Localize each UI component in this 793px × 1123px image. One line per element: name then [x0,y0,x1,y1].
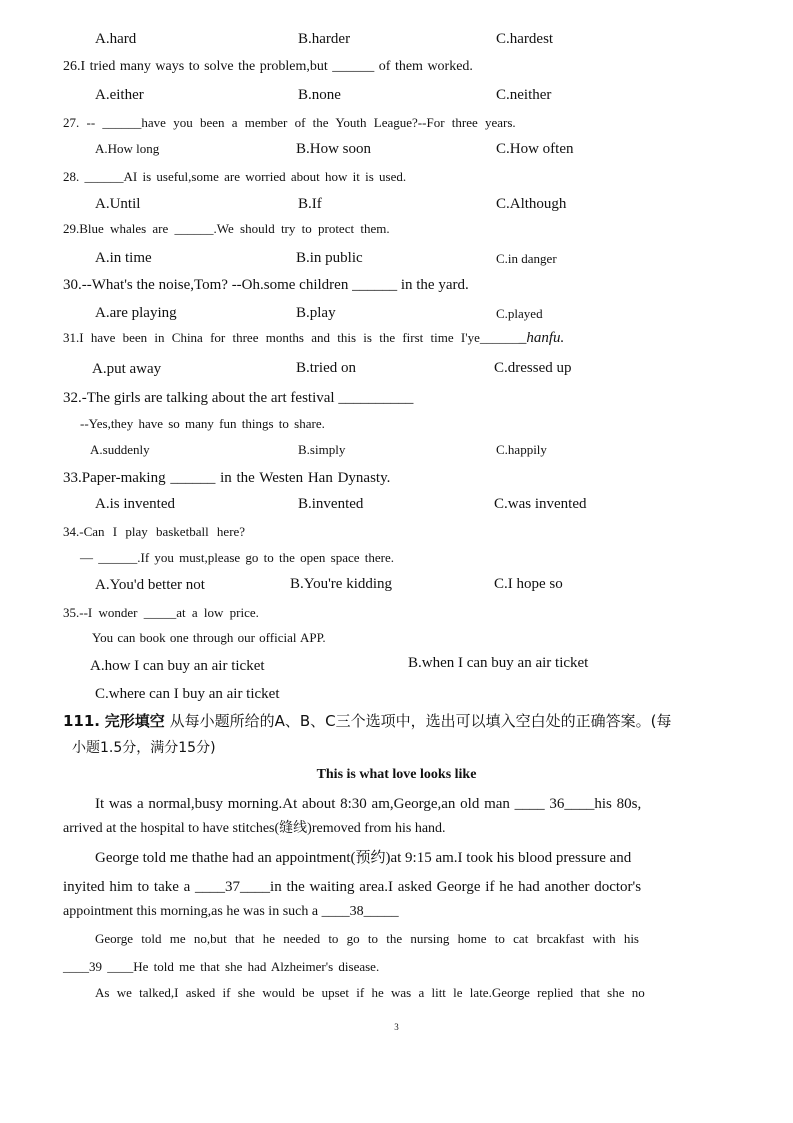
section-name: 完形填空 [104,712,165,730]
q32-stem-response: --Yes,they have so many fun things to share. [80,416,325,431]
q28-option-b: B.If [298,196,322,212]
section-instruction: 从每小题所给的A、B、C三个选项中，选出可以填入空白处的正确答案。(每 [169,712,672,730]
q35-option-c: C.where can I buy an air ticket [95,686,280,702]
passage-title: This is what love looks like [316,767,477,782]
q30-stem: 30.--What's the noise,Tom? --Oh.some children ______ in the yard. [63,277,469,293]
q31-stem [63,329,564,347]
q25-option-a: A.hard [95,31,137,47]
q30-option-b: B.play [296,305,336,321]
q33-option-a: A.is invented [95,496,175,512]
q28-stem: 28. ______AI is useful,some are worried about how it is used. [63,169,407,184]
q31-option-a: A.put away [92,361,162,377]
q25-option-b: B.harder [298,31,351,47]
q26-option-b: B.none [298,87,341,103]
q27-stem: 27. -- ______have you been a member of the Youth League?--For three years. [63,115,516,130]
q34-stem-response: — ______.If you must,please go to the open space there. [80,550,395,565]
q31-stem-hanfu: _hanfu. [518,330,565,346]
q26-option-c: C.neither [496,87,552,103]
passage-line-2: arrived at the hospital to have stitches(缝线)removed from his hand. [63,821,446,836]
section-number: 111. [63,712,101,730]
q26-stem: 26.I tried many ways to solve the problem,but ______ of them worked. [63,59,473,74]
q29-option-a: A.in time [95,250,152,266]
q32-stem: 32.-The girls are talking about the art festival __________ [63,390,414,406]
q33-stem: 33.Paper-making ______ in the Westen Han Dynasty. [63,470,391,486]
q32-option-a: A.suddenly [90,442,150,457]
q27-option-a: A.How long [95,141,160,156]
q34-option-a: A.You'd better not [95,577,205,593]
q26-option-a: A.either [95,87,144,103]
q34-option-c: C.I hope so [494,576,563,592]
q28-option-c: C.Although [496,196,567,212]
page-number: 3 [394,1022,399,1032]
q27-option-c: C.How often [496,141,574,157]
passage-line-6: George told me no,but that he needed to go to the nursing home to cat brcakfast with his [95,931,639,946]
q31-option-b: B.tried on [296,360,356,376]
section-instruction-cont: 小题1.5分，满分15分) [72,740,216,756]
q32-option-c: C.happily [496,442,547,457]
q33-option-c: C.was invented [494,496,587,512]
q35-option-a: A.how I can buy an air ticket [90,658,265,674]
q34-option-b: B.You're kidding [290,576,393,592]
passage-line-8: As we talked,I asked if she would be upset if he was a litt le late.George replied that she no [95,985,645,1000]
q29-stem: 29.Blue whales are ______.We should try to protect them. [63,221,390,236]
passage-line-3: George told me thathe had an appointment(预约)at 9:15 am.I took his blood pressure and [95,850,632,866]
section-heading [63,712,671,730]
q29-option-b: B.in public [296,250,363,266]
q31-stem-text: 31.I have been in China for three months and this is the first time I'ye______ [63,330,519,345]
passage-line-4: inyited him to take a ____37____in the waiting area.I asked George if he had another doctor's [63,879,642,895]
q27-option-b: B.How soon [296,141,372,157]
q30-option-a: A.are playing [95,305,177,321]
passage-line-5: appointment this morning,as he was in such a ____38_____ [63,904,399,919]
q34-stem: 34.-Can I play basketball here? [63,524,246,539]
q28-option-a: A.Until [95,196,141,212]
q33-option-b: B.invented [298,496,364,512]
passage-line-7: ____39 ____He told me that she had Alzheimer's disease. [63,959,380,974]
q30-option-c: C.played [496,306,543,321]
passage-line-1: It was a normal,busy morning.At about 8:30 am,George,an old man ____ 36____his 80s, [95,796,642,812]
q35-option-b: B.when I can buy an air ticket [408,655,589,671]
q29-option-c: C.in danger [496,251,557,266]
q35-stem-response: You can book one through our official APP. [92,630,326,645]
q32-option-b: B.simply [298,442,346,457]
q31-option-c: C.dressed up [494,360,572,376]
q25-option-c: C.hardest [496,31,554,47]
q35-stem: 35.--I wonder _____at a low price. [63,605,259,620]
